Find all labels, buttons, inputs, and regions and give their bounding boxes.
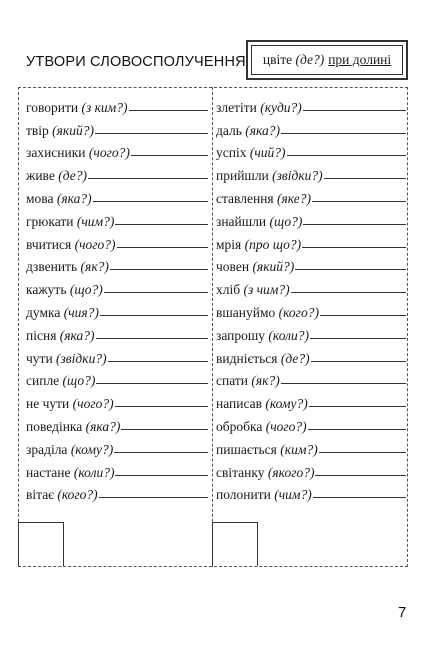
answer-line[interactable] [319,451,406,453]
row-question: (з ким?) [81,99,128,115]
row-word: пишається [216,441,277,457]
score-box-left [18,522,64,566]
exercise-row [216,253,406,276]
answer-line[interactable] [315,474,406,476]
row-question: (чим?) [274,487,312,503]
row-word: видніється [216,350,278,366]
row-question: (чого?) [88,145,130,161]
answer-line[interactable] [110,268,208,270]
row-question: (де?) [280,350,310,366]
exercise-row [26,435,208,458]
answer-line[interactable] [95,132,208,134]
row-word: настане [26,464,71,480]
exercise-row [216,298,406,321]
example-question: (де?) [295,52,325,67]
answer-line[interactable] [88,177,208,179]
row-word: хліб [216,282,241,298]
answer-line[interactable] [115,405,208,407]
exercise-row [216,435,406,458]
exercise-row [26,161,208,184]
row-question: (як?) [251,373,280,389]
row-question: (що?) [62,373,96,389]
row-question: (який?) [252,259,295,275]
row-question: (що?) [69,282,103,298]
row-word: вшануймо [216,304,276,320]
answer-line[interactable] [117,246,208,248]
page-title: УТВОРИ СЛОВОСПОЛУЧЕННЯ [26,54,246,70]
row-word: не чути [26,396,70,412]
row-word: човен [216,259,250,275]
row-word: мова [26,190,54,206]
exercise-row [216,207,406,230]
exercise-row [216,184,406,207]
example-box-inner [251,45,403,75]
row-word: пісня [26,327,57,343]
exercise-row [26,481,208,504]
row-question: (яка?) [245,122,280,138]
row-word: мрія [216,236,242,252]
exercise-row [26,321,208,344]
exercise-row [26,139,208,162]
exercise-row [26,275,208,298]
row-question: (кого?) [57,487,98,503]
answer-line[interactable] [96,382,208,384]
row-question: (ким?) [280,441,318,457]
answer-line[interactable] [129,109,208,111]
answer-line[interactable] [93,200,208,202]
row-question: (де?) [58,168,87,184]
row-word: вітає [26,487,54,503]
row-question: (чия?) [63,304,99,320]
row-question: (чого?) [72,396,114,412]
row-question: (чим?) [76,213,115,229]
answer-line[interactable] [99,496,208,498]
row-question: (яка?) [85,418,121,434]
row-question: (який?) [52,122,94,138]
page-number: 7 [398,604,407,621]
answer-line[interactable] [310,337,406,339]
row-word: спати [216,373,248,389]
row-word: поведінка [26,418,83,434]
row-question: (що?) [269,213,303,229]
row-question: (як?) [80,259,109,275]
answer-line[interactable] [308,428,406,430]
answer-line[interactable] [303,223,406,225]
example-box [246,40,408,80]
exercise-row [26,344,208,367]
exercise-row [26,389,208,412]
exercise-row [216,458,406,481]
row-word: злетіти [216,99,257,115]
answer-line[interactable] [281,382,406,384]
row-word: світанку [216,464,265,480]
exercise-row [26,412,208,435]
row-word: живе [26,168,55,184]
answer-line[interactable] [324,177,406,179]
row-question: (кому?) [70,441,114,457]
answer-line[interactable] [287,154,406,156]
row-word: сипле [26,373,60,389]
answer-line[interactable] [291,291,406,293]
answer-line[interactable] [281,132,406,134]
exercise-row [216,161,406,184]
row-question: (кого?) [278,304,319,320]
row-question: (чий?) [249,145,286,161]
answer-line[interactable] [295,268,406,270]
row-word: полонити [216,487,271,503]
answer-line[interactable] [104,291,208,293]
row-question: (яка?) [59,327,95,343]
exercise-row [216,230,406,253]
exercise-row [26,367,208,390]
exercise-row [216,93,406,116]
column-divider [212,87,213,567]
row-question: (звідки?) [272,168,323,184]
example-word: цвіте [262,52,293,67]
exercise-row [216,389,406,412]
answer-line[interactable] [115,223,208,225]
answer-line[interactable] [96,337,208,339]
row-word: успіх [216,145,247,161]
answer-line[interactable] [100,314,208,316]
answer-line[interactable] [131,154,208,156]
row-question: (звідки?) [56,350,107,366]
exercise-row [26,298,208,321]
answer-line[interactable] [115,474,208,476]
exercise-row [26,184,208,207]
row-word: грюкати [26,213,74,229]
answer-line[interactable] [313,496,406,498]
answer-line[interactable] [302,246,406,248]
row-word: зраділа [26,441,68,457]
answer-line[interactable] [309,405,406,407]
answer-line[interactable] [108,360,208,362]
left-column [26,93,208,503]
row-word: твір [26,122,49,138]
row-word: прийшли [216,168,269,184]
row-word: даль [216,122,242,138]
row-word: дзвенить [26,259,78,275]
answer-line[interactable] [311,360,406,362]
row-question: (яке?) [277,190,312,206]
row-word: кажуть [26,282,67,298]
exercise-row [216,275,406,298]
answer-line[interactable] [320,314,406,316]
exercise-row [216,344,406,367]
row-question: (куди?) [260,99,302,115]
row-question: (з чим?) [243,282,290,298]
row-word: говорити [26,99,79,115]
row-question: (чого?) [74,236,116,252]
exercise-row [26,93,208,116]
row-word: обробка [216,418,263,434]
row-word: знайшли [216,213,267,229]
row-word: захисники [26,145,86,161]
row-word: вчитися [26,236,72,252]
exercise-row [216,481,406,504]
exercise-row [216,367,406,390]
exercise-row [26,253,208,276]
row-question: (чого?) [265,418,307,434]
answer-line[interactable] [114,451,208,453]
row-word: думка [26,304,61,320]
exercise-row [26,207,208,230]
row-question: (якого?) [267,464,315,480]
exercise-row [216,116,406,139]
exercise-row [216,412,406,435]
answer-line[interactable] [312,200,406,202]
right-column [216,93,406,503]
row-word: чути [26,350,53,366]
answer-line[interactable] [121,428,208,430]
exercise-row [26,116,208,139]
example-answer: при долині [328,52,392,67]
row-question: (кому?) [265,396,308,412]
exercise-row [216,139,406,162]
answer-line[interactable] [303,109,406,111]
exercise-row [26,230,208,253]
row-question: (коли?) [268,327,309,343]
row-question: (про що?) [244,236,302,252]
row-question: (коли?) [73,464,115,480]
row-word: написав [216,396,263,412]
exercise-row [216,321,406,344]
exercise-row [26,458,208,481]
score-box-right [212,522,258,566]
row-question: (яка?) [56,190,92,206]
row-word: запрошу [216,327,266,343]
row-word: ставлення [216,190,274,206]
